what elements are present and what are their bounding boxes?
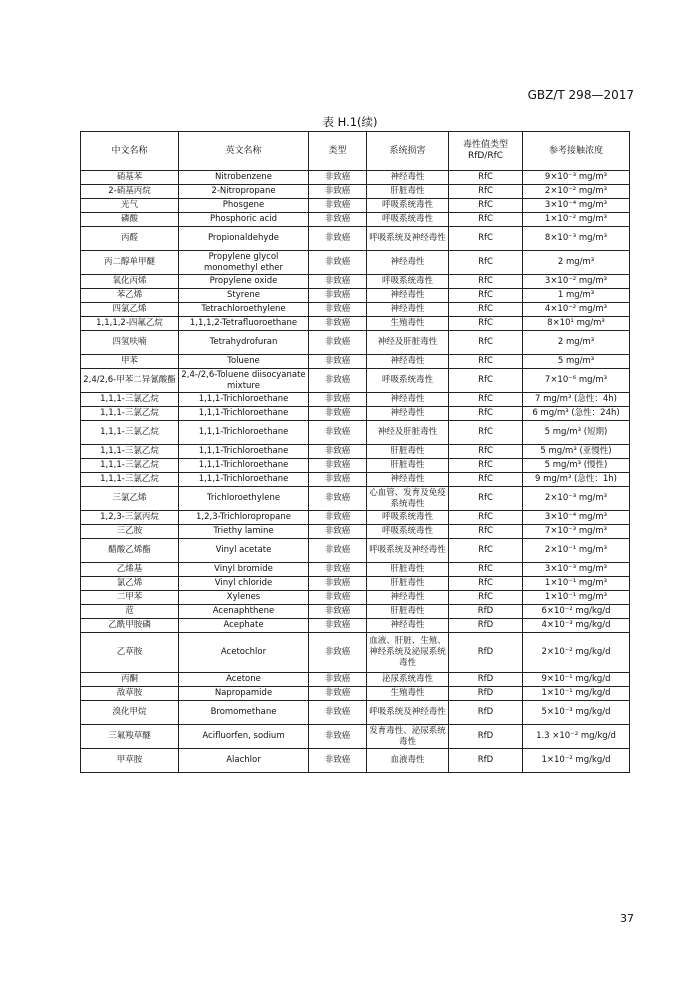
table-row <box>81 591 630 605</box>
cell-type: 非致癌 <box>309 445 367 459</box>
cell-en-name: Phosphoric acid <box>179 213 309 227</box>
cell-cn-name: 氯乙烯 <box>81 577 179 591</box>
cell-en-name: Phosgene <box>179 199 309 213</box>
table-header-row <box>81 132 630 171</box>
cell-en-name: 1,1,1-Trichloroethane <box>179 473 309 487</box>
cell-cn-name: 1,1,1-三氯乙烷 <box>81 445 179 459</box>
cell-damage: 肝脏毒性 <box>367 577 449 591</box>
cell-rf-type: RfC <box>449 355 523 369</box>
cell-ref-conc: 1×10⁻² mg/m³ <box>523 213 630 227</box>
cell-en-name: Xylenes <box>179 591 309 605</box>
cell-en-name: Acenaphthene <box>179 605 309 619</box>
table-row <box>81 185 630 199</box>
cell-rf-type: RfD <box>449 619 523 633</box>
cell-rf-type: RfC <box>449 369 523 393</box>
cell-damage: 神经毒性 <box>367 407 449 421</box>
cell-damage: 呼吸系统毒性 <box>367 511 449 525</box>
cell-damage: 神经毒性 <box>367 171 449 185</box>
cell-rf-type: RfD <box>449 633 523 673</box>
cell-ref-conc: 1 mg/m³ <box>523 289 630 303</box>
table-row <box>81 539 630 563</box>
table-row <box>81 525 630 539</box>
table-row <box>81 619 630 633</box>
cell-cn-name: 三乙胺 <box>81 525 179 539</box>
cell-ref-conc: 2 mg/m³ <box>523 251 630 275</box>
cell-cn-name: 敌草胺 <box>81 687 179 701</box>
cell-en-name: Trichloroethylene <box>179 487 309 511</box>
cell-damage: 肝脏毒性 <box>367 605 449 619</box>
cell-cn-name: 乙烯基 <box>81 563 179 577</box>
cell-en-name: 1,1,1-Trichloroethane <box>179 407 309 421</box>
cell-damage: 肝脏毒性 <box>367 445 449 459</box>
cell-rf-type: RfC <box>449 199 523 213</box>
table-row <box>81 563 630 577</box>
cell-en-name: 1,1,1-Trichloroethane <box>179 393 309 407</box>
cell-ref-conc: 4×10⁻³ mg/kg/d <box>523 619 630 633</box>
cell-damage: 生殖毒性 <box>367 687 449 701</box>
cell-rf-type: RfC <box>449 407 523 421</box>
cell-type: 非致癌 <box>309 407 367 421</box>
cell-ref-conc: 1×10⁻¹ mg/kg/d <box>523 687 630 701</box>
cell-cn-name: 1,1,1-三氯乙烷 <box>81 459 179 473</box>
cell-ref-conc: 9×10⁻³ mg/m³ <box>523 171 630 185</box>
table-row <box>81 633 630 673</box>
cell-rf-type: RfC <box>449 331 523 355</box>
cell-damage: 呼吸系统及神经毒性 <box>367 701 449 725</box>
cell-type: 非致癌 <box>309 275 367 289</box>
cell-damage: 呼吸系统毒性 <box>367 525 449 539</box>
cell-cn-name: 醋酸乙烯酯 <box>81 539 179 563</box>
cell-en-name: 2,4-/2,6-Toluene diisocyanate mixture <box>179 369 309 393</box>
cell-damage: 神经毒性 <box>367 251 449 275</box>
cell-en-name: Acephate <box>179 619 309 633</box>
table-row <box>81 289 630 303</box>
cell-cn-name: 乙草胺 <box>81 633 179 673</box>
cell-rf-type: RfD <box>449 673 523 687</box>
toxicity-table <box>80 131 630 773</box>
cell-rf-type: RfC <box>449 591 523 605</box>
cell-rf-type: RfD <box>449 725 523 749</box>
cell-en-name: Acetochlor <box>179 633 309 673</box>
cell-ref-conc: 3×10⁻³ mg/m³ <box>523 563 630 577</box>
cell-damage: 神经及肝脏毒性 <box>367 331 449 355</box>
table-row <box>81 687 630 701</box>
cell-cn-name: 四氯乙烯 <box>81 303 179 317</box>
cell-type: 非致癌 <box>309 369 367 393</box>
cell-damage: 呼吸系统及神经毒性 <box>367 539 449 563</box>
cell-cn-name: 乙酰甲胺磷 <box>81 619 179 633</box>
cell-ref-conc: 8×10¹ mg/m³ <box>523 317 630 331</box>
cell-rf-type: RfC <box>449 487 523 511</box>
cell-cn-name: 甲苯 <box>81 355 179 369</box>
cell-damage: 神经毒性 <box>367 289 449 303</box>
cell-type: 非致癌 <box>309 749 367 773</box>
cell-ref-conc: 9 mg/m³ (急性：1h) <box>523 473 630 487</box>
cell-type: 非致癌 <box>309 687 367 701</box>
cell-cn-name: 丙二醇单甲醚 <box>81 251 179 275</box>
table-row <box>81 199 630 213</box>
table-row <box>81 355 630 369</box>
cell-en-name: Styrene <box>179 289 309 303</box>
cell-rf-type: RfC <box>449 421 523 445</box>
cell-cn-name: 溴化甲烷 <box>81 701 179 725</box>
cell-en-name: Vinyl acetate <box>179 539 309 563</box>
table-row <box>81 275 630 289</box>
cell-en-name: Napropamide <box>179 687 309 701</box>
cell-damage: 神经毒性 <box>367 303 449 317</box>
cell-ref-conc: 1.3 ×10⁻² mg/kg/d <box>523 725 630 749</box>
cell-damage: 神经毒性 <box>367 473 449 487</box>
cell-type: 非致癌 <box>309 619 367 633</box>
cell-ref-conc: 6×10⁻² mg/kg/d <box>523 605 630 619</box>
header-cn-name: 中文名称 <box>81 132 179 171</box>
cell-rf-type: RfC <box>449 303 523 317</box>
cell-ref-conc: 3×10⁻² mg/m³ <box>523 275 630 289</box>
table-body <box>81 171 630 773</box>
cell-damage: 神经毒性 <box>367 619 449 633</box>
cell-ref-conc: 7×10⁻⁶ mg/m³ <box>523 369 630 393</box>
cell-damage: 呼吸系统毒性 <box>367 369 449 393</box>
cell-damage: 血液、肝脏、生殖、神经系统及泌尿系统毒性 <box>367 633 449 673</box>
cell-ref-conc: 2×10⁻² mg/m³ <box>523 185 630 199</box>
table-row <box>81 673 630 687</box>
cell-en-name: Propionaldehyde <box>179 227 309 251</box>
cell-cn-name: 甲草胺 <box>81 749 179 773</box>
cell-rf-type: RfC <box>449 185 523 199</box>
cell-damage: 生殖毒性 <box>367 317 449 331</box>
cell-cn-name: 1,1,1,2-四氟乙烷 <box>81 317 179 331</box>
cell-rf-type: RfC <box>449 525 523 539</box>
header-tox-type <box>449 132 523 171</box>
cell-en-name: Nitrobenzene <box>179 171 309 185</box>
table-row <box>81 227 630 251</box>
table-row <box>81 511 630 525</box>
cell-damage: 发育毒性、泌尿系统毒性 <box>367 725 449 749</box>
cell-rf-type: RfC <box>449 289 523 303</box>
cell-damage: 呼吸系统及神经毒性 <box>367 227 449 251</box>
cell-ref-conc: 8×10⁻³ mg/m³ <box>523 227 630 251</box>
cell-ref-conc: 6 mg/m³ (急性：24h) <box>523 407 630 421</box>
cell-ref-conc: 7×10⁻³ mg/m³ <box>523 525 630 539</box>
cell-en-name: Vinyl bromide <box>179 563 309 577</box>
cell-type: 非致癌 <box>309 393 367 407</box>
table-row <box>81 421 630 445</box>
cell-cn-name: 2,4/2,6-甲苯二异氰酸酯 <box>81 369 179 393</box>
cell-ref-conc: 5 mg/m³ (慢性) <box>523 459 630 473</box>
cell-ref-conc: 2×10⁻¹ mg/m³ <box>523 539 630 563</box>
table-row <box>81 393 630 407</box>
cell-type: 非致癌 <box>309 199 367 213</box>
header-damage: 系统损害 <box>367 132 449 171</box>
cell-damage: 血液毒性 <box>367 749 449 773</box>
header-tox-type-line1: 毒性值类型 <box>462 140 508 150</box>
cell-type: 非致癌 <box>309 421 367 445</box>
cell-cn-name: 光气 <box>81 199 179 213</box>
cell-en-name: Tetrahydrofuran <box>179 331 309 355</box>
header-en-name: 英文名称 <box>179 132 309 171</box>
cell-rf-type: RfC <box>449 563 523 577</box>
toxicity-table-wrapper <box>80 131 629 773</box>
cell-rf-type: RfD <box>449 687 523 701</box>
cell-damage: 肝脏毒性 <box>367 563 449 577</box>
table-row <box>81 303 630 317</box>
cell-type: 非致癌 <box>309 473 367 487</box>
cell-type: 非致癌 <box>309 303 367 317</box>
cell-damage: 肝脏毒性 <box>367 185 449 199</box>
table-row <box>81 331 630 355</box>
cell-ref-conc: 9×10⁻¹ mg/kg/d <box>523 673 630 687</box>
cell-cn-name: 1,1,1-三氯乙烷 <box>81 473 179 487</box>
cell-rf-type: RfC <box>449 251 523 275</box>
cell-damage: 神经及肝脏毒性 <box>367 421 449 445</box>
cell-rf-type: RfC <box>449 227 523 251</box>
cell-en-name: Tetrachloroethylene <box>179 303 309 317</box>
cell-damage: 神经毒性 <box>367 591 449 605</box>
cell-cn-name: 苯乙烯 <box>81 289 179 303</box>
cell-ref-conc: 1×10⁻¹ mg/m³ <box>523 577 630 591</box>
cell-en-name: Propylene oxide <box>179 275 309 289</box>
cell-rf-type: RfC <box>449 445 523 459</box>
cell-ref-conc: 7 mg/m³ (急性：4h) <box>523 393 630 407</box>
cell-ref-conc: 3×10⁻⁴ mg/m³ <box>523 199 630 213</box>
table-caption: 表 H.1(续) <box>322 115 378 129</box>
table-row <box>81 701 630 725</box>
cell-en-name: Vinyl chloride <box>179 577 309 591</box>
cell-cn-name: 硝基苯 <box>81 171 179 185</box>
table-row <box>81 213 630 227</box>
cell-damage: 泌尿系统毒性 <box>367 673 449 687</box>
cell-cn-name: 四氢呋喃 <box>81 331 179 355</box>
cell-type: 非致癌 <box>309 459 367 473</box>
cell-cn-name: 丙醛 <box>81 227 179 251</box>
cell-cn-name: 2-硝基丙烷 <box>81 185 179 199</box>
cell-type: 非致癌 <box>309 563 367 577</box>
table-row <box>81 459 630 473</box>
cell-type: 非致癌 <box>309 331 367 355</box>
standard-code: GBZ/T 298—2017 <box>527 88 634 102</box>
cell-en-name: Propylene glycol monomethyl ether <box>179 251 309 275</box>
cell-rf-type: RfD <box>449 701 523 725</box>
cell-rf-type: RfC <box>449 213 523 227</box>
cell-type: 非致癌 <box>309 185 367 199</box>
cell-type: 非致癌 <box>309 251 367 275</box>
cell-en-name: 1,2,3-Trichloropropane <box>179 511 309 525</box>
cell-type: 非致癌 <box>309 511 367 525</box>
cell-rf-type: RfC <box>449 317 523 331</box>
cell-type: 非致癌 <box>309 701 367 725</box>
cell-en-name: Bromomethane <box>179 701 309 725</box>
cell-type: 非致癌 <box>309 317 367 331</box>
cell-cn-name: 氧化丙烯 <box>81 275 179 289</box>
cell-damage: 心血管、发育及免疫系统毒性 <box>367 487 449 511</box>
cell-ref-conc: 1×10⁻² mg/kg/d <box>523 749 630 773</box>
cell-type: 非致癌 <box>309 539 367 563</box>
cell-en-name: 1,1,1,2-Tetrafluoroethane <box>179 317 309 331</box>
cell-ref-conc: 2 mg/m³ <box>523 331 630 355</box>
cell-ref-conc: 4×10⁻² mg/m³ <box>523 303 630 317</box>
cell-type: 非致癌 <box>309 525 367 539</box>
cell-cn-name: 1,2,3-三氯丙烷 <box>81 511 179 525</box>
header-tox-type-line2: RfD/RfC <box>467 151 504 161</box>
cell-type: 非致癌 <box>309 213 367 227</box>
cell-ref-conc: 5 mg/m³ <box>523 355 630 369</box>
cell-cn-name: 苊 <box>81 605 179 619</box>
page-number: 37 <box>620 912 634 925</box>
cell-damage: 呼吸系统毒性 <box>367 213 449 227</box>
cell-damage: 呼吸系统毒性 <box>367 199 449 213</box>
cell-type: 非致癌 <box>309 487 367 511</box>
cell-rf-type: RfC <box>449 275 523 289</box>
cell-ref-conc: 2×10⁻² mg/kg/d <box>523 633 630 673</box>
cell-ref-conc: 5 mg/m³ (亚慢性) <box>523 445 630 459</box>
cell-type: 非致癌 <box>309 605 367 619</box>
cell-en-name: 1,1,1-Trichloroethane <box>179 421 309 445</box>
header-ref-conc: 参考接触浓度 <box>523 132 630 171</box>
cell-cn-name: 1,1,1-三氯乙烷 <box>81 407 179 421</box>
cell-en-name: Alachlor <box>179 749 309 773</box>
cell-cn-name: 磷酸 <box>81 213 179 227</box>
cell-cn-name: 1,1,1-三氯乙烷 <box>81 421 179 445</box>
cell-en-name: Acifluorfen, sodium <box>179 725 309 749</box>
cell-ref-conc: 5×10⁻³ mg/kg/d <box>523 701 630 725</box>
cell-en-name: 1,1,1-Trichloroethane <box>179 445 309 459</box>
cell-type: 非致癌 <box>309 633 367 673</box>
cell-en-name: 2-Nitropropane <box>179 185 309 199</box>
cell-type: 非致癌 <box>309 591 367 605</box>
cell-type: 非致癌 <box>309 289 367 303</box>
cell-damage: 呼吸系统毒性 <box>367 275 449 289</box>
table-row <box>81 473 630 487</box>
cell-cn-name: 三氯乙烯 <box>81 487 179 511</box>
cell-cn-name: 二甲苯 <box>81 591 179 605</box>
table-row <box>81 749 630 773</box>
cell-damage: 肝脏毒性 <box>367 459 449 473</box>
table-row <box>81 577 630 591</box>
cell-damage: 神经毒性 <box>367 355 449 369</box>
cell-rf-type: RfC <box>449 459 523 473</box>
cell-rf-type: RfC <box>449 393 523 407</box>
header-type: 类型 <box>309 132 367 171</box>
cell-en-name: Triethy lamine <box>179 525 309 539</box>
cell-type: 非致癌 <box>309 673 367 687</box>
table-row <box>81 605 630 619</box>
cell-cn-name: 1,1,1-三氯乙烷 <box>81 393 179 407</box>
table-row <box>81 317 630 331</box>
cell-en-name: Toluene <box>179 355 309 369</box>
cell-en-name: Acetone <box>179 673 309 687</box>
table-row <box>81 487 630 511</box>
cell-ref-conc: 3×10⁻⁴ mg/m³ <box>523 511 630 525</box>
cell-ref-conc: 2×10⁻³ mg/m³ <box>523 487 630 511</box>
cell-rf-type: RfC <box>449 473 523 487</box>
cell-ref-conc: 1×10⁻¹ mg/m³ <box>523 591 630 605</box>
table-row <box>81 171 630 185</box>
cell-type: 非致癌 <box>309 227 367 251</box>
cell-type: 非致癌 <box>309 355 367 369</box>
cell-rf-type: RfC <box>449 577 523 591</box>
cell-rf-type: RfC <box>449 171 523 185</box>
table-row <box>81 725 630 749</box>
cell-type: 非致癌 <box>309 171 367 185</box>
cell-cn-name: 丙酮 <box>81 673 179 687</box>
cell-rf-type: RfC <box>449 539 523 563</box>
cell-rf-type: RfC <box>449 511 523 525</box>
cell-type: 非致癌 <box>309 725 367 749</box>
table-row <box>81 251 630 275</box>
cell-rf-type: RfD <box>449 605 523 619</box>
cell-en-name: 1,1,1-Trichloroethane <box>179 459 309 473</box>
cell-damage: 神经毒性 <box>367 393 449 407</box>
cell-ref-conc: 5 mg/m³ (短期) <box>523 421 630 445</box>
table-row <box>81 369 630 393</box>
cell-type: 非致癌 <box>309 577 367 591</box>
table-row <box>81 407 630 421</box>
table-row <box>81 445 630 459</box>
cell-cn-name: 三氟羧草醚 <box>81 725 179 749</box>
cell-rf-type: RfD <box>449 749 523 773</box>
